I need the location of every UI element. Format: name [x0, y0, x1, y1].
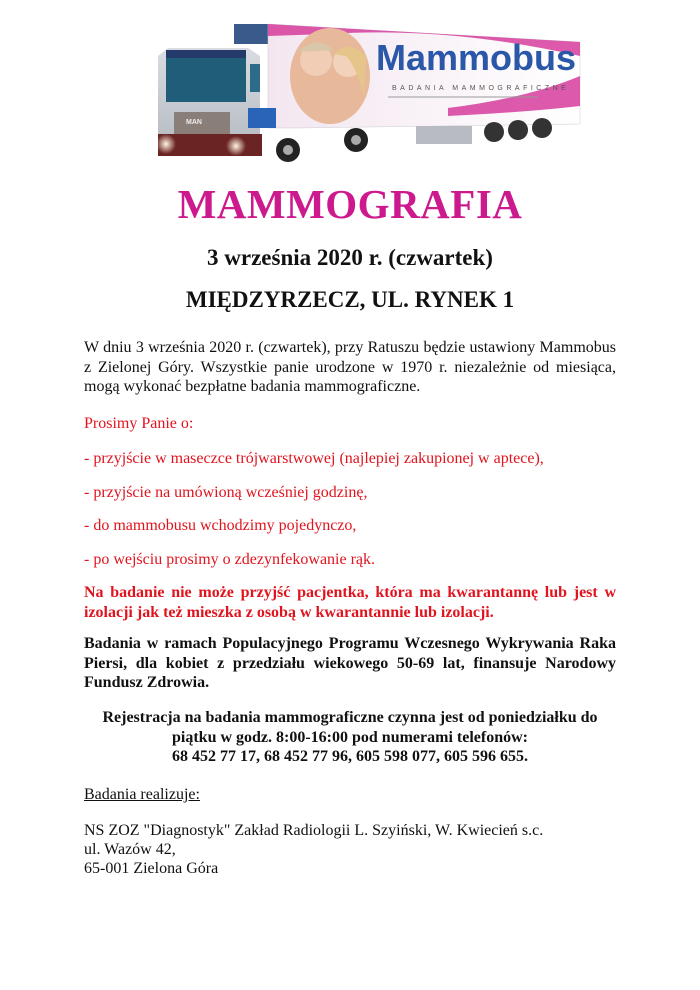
provider-name: NS ZOZ "Diagnostyk" Zakład Radiologii L. Szyiński, W. Kwiecień s.c.	[84, 822, 544, 839]
registration-phones: 68 452 77 17, 68 452 77 96, 605 598 077, 605 596 655.	[172, 748, 528, 765]
registration-line: Rejestracja na badania mammograficzne czynna jest od poniedziałku do	[102, 709, 598, 726]
request-item: - po wejściu prosimy o zdezynfekowanie rąk.	[84, 551, 376, 568]
funding-paragraph: Badania w ramach Populacyjnego Programu Wczesnego Wykrywania Raka Piersi, dla kobiet z przedziału wiekowego 50-69 lat, finansuje Narodowy Fundusz Zdrowia.	[84, 635, 616, 691]
mammobus-subtitle-text: BADANIA MAMMOGRAFICZNE	[392, 85, 570, 92]
event-date: 3 września 2020 r. (czwartek)	[207, 245, 493, 270]
registration-info	[84, 708, 616, 767]
quarantine-warning: Na badanie nie może przyjść pacjentka, która ma kwarantannę lub jest w izolacji jak też mieszka z osobą w kwarantannie lub izolacji.	[84, 584, 616, 621]
request-item: - przyjście w maseczce trójwarstwowej (najlepiej zakupionej w aptece),	[84, 450, 544, 467]
provider-city: 65-001 Zielona Góra	[84, 860, 219, 877]
event-location: MIĘDZYRZECZ, UL. RYNEK 1	[185, 287, 515, 312]
mammobus-brand-text: Mammobus	[376, 37, 577, 78]
provider-label: Badania realizuje:	[84, 786, 200, 803]
diagnostyk-sign	[234, 24, 272, 44]
provider-street: ul. Wazów 42,	[84, 841, 176, 858]
page-title: MAMMOGRAFIA	[177, 181, 523, 227]
mammobus-truck-image	[148, 16, 584, 166]
request-heading: Prosimy Panie o:	[84, 415, 194, 432]
request-item: - przyjście na umówioną wcześniej godzinę,	[84, 484, 368, 501]
request-item: - do mammobusu wchodzimy pojedynczo,	[84, 517, 357, 534]
provider-address	[84, 821, 616, 878]
registration-line: piątku w godz. 8:00-16:00 pod numerami telefonów:	[172, 728, 528, 746]
truck-make-text: MAN	[186, 119, 202, 126]
intro-paragraph: W dniu 3 września 2020 r. (czwartek), przy Ratuszu będzie ustawiony Mammobus z Zielonej Góry. Wszystkie panie urodzone w 1970 r. niezależnie od miesiąca, mogą wykonać bezpłatne badania mammograficzne.	[84, 339, 616, 395]
